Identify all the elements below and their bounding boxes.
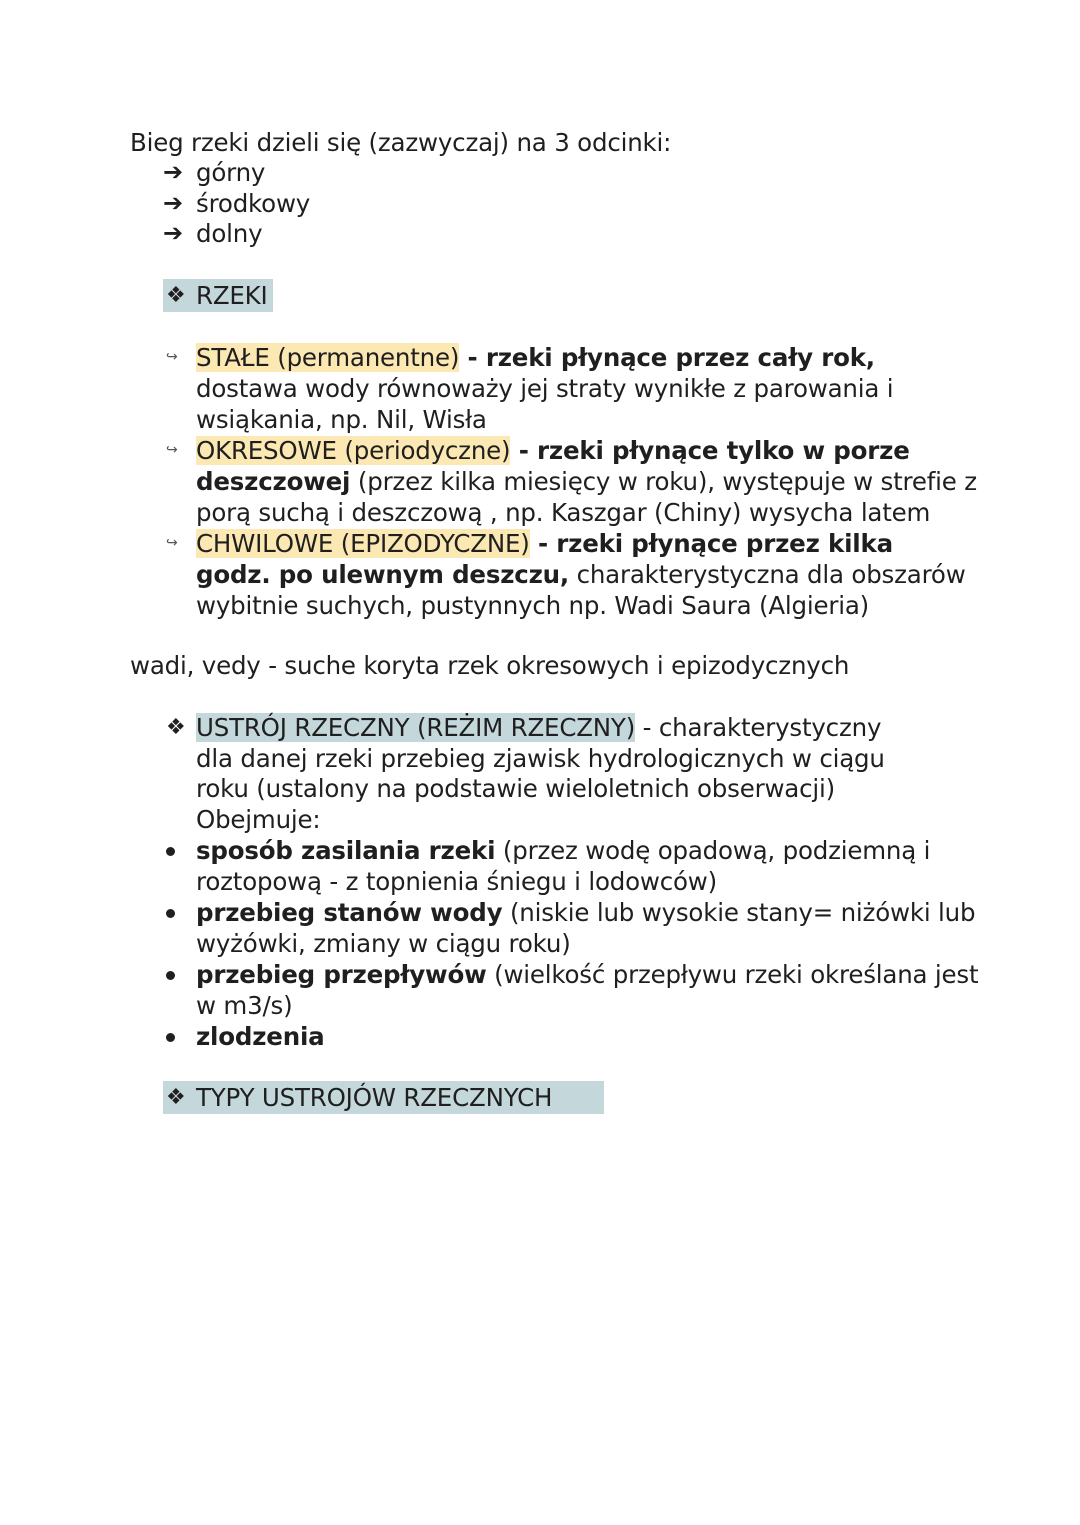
return-arrow-icon: ↪ <box>166 349 178 365</box>
bold-phrase: deszczowej <box>196 467 351 496</box>
diamond-icon: ❖ <box>166 1085 186 1110</box>
term-highlight: USTRÓJ RZECZNY (REŻIM RZECZNY) <box>196 713 636 742</box>
list-item-continued: roztopową - z topnienia śniegu i lodowców) <box>196 867 717 896</box>
diamond-icon: ❖ <box>166 283 186 308</box>
list-item <box>196 897 975 928</box>
bold-phrase: przebieg stanów wody <box>196 898 503 927</box>
term-definition: - rzeki płynące przez cały rok, <box>459 343 875 372</box>
return-arrow-icon: ↪ <box>166 442 178 458</box>
term-highlight: CHWILOWE (EPIZODYCZNE) <box>196 529 530 558</box>
river-type-periodic <box>196 435 910 466</box>
list-item: dolny <box>196 219 263 248</box>
bold-phrase: godz. po ulewnym deszczu, <box>196 560 569 589</box>
bold-phrase: zlodzenia <box>196 1022 325 1051</box>
definition-line: Obejmuje: <box>196 805 321 834</box>
list-item: środkowy <box>196 189 311 218</box>
definition-line: wsiąkania, np. Nil, Wisła <box>196 405 487 434</box>
intro-text: Bieg rzeki dzieli się (zazwyczaj) na 3 odcinki: <box>130 128 672 157</box>
plain-phrase: (przez kilka miesięcy w roku), występuje w strefie z <box>350 467 977 496</box>
term-definition: - rzeki płynące tylko w porze <box>510 436 910 465</box>
definition-line: dla danej rzeki przebieg zjawisk hydrologicznych w ciągu <box>196 744 885 773</box>
definition-line <box>196 559 966 590</box>
term-highlight: STAŁE (permanentne) <box>196 343 460 372</box>
return-arrow-icon: ↪ <box>166 535 178 551</box>
bullet-dot <box>166 1033 175 1042</box>
list-item <box>196 835 930 866</box>
wadi-note: wadi, vedy - suche koryta rzek okresowych i epizodycznych <box>130 651 850 680</box>
list-item-continued: wyżówki, zmiany w ciągu roku) <box>196 929 571 958</box>
heading-ustroj <box>196 712 881 743</box>
definition-line <box>196 466 977 497</box>
term-definition: - rzeki płynące przez kilka <box>529 529 893 558</box>
definition-line: dostawa wody równoważy jej straty wynikłe z parowania i <box>196 374 894 403</box>
list-item <box>196 959 978 990</box>
bullet-dot <box>166 909 175 918</box>
arrow-icon: ➔ <box>163 219 184 247</box>
heading-typy: TYPY USTROJÓW RZECZNYCH <box>196 1083 553 1112</box>
bold-phrase: sposób zasilania rzeki <box>196 836 496 865</box>
plain-phrase: (niskie lub wysokie stany= niżówki lub <box>502 898 976 927</box>
bullet-dot <box>166 971 175 980</box>
arrow-icon: ➔ <box>163 158 184 186</box>
bullet-dot <box>166 847 175 856</box>
definition-line: porą suchą i deszczową , np. Kaszgar (Chiny) wysycha latem <box>196 498 931 527</box>
river-type-episodic <box>196 528 893 559</box>
term-highlight: OKRESOWE (periodyczne) <box>196 436 511 465</box>
arrow-icon: ➔ <box>163 189 184 217</box>
plain-phrase: (wielkość przepływu rzeki określana jest <box>486 960 979 989</box>
heading-rzeki: RZEKI <box>196 281 268 310</box>
list-item-continued: w m3/s) <box>196 991 293 1020</box>
list-item: górny <box>196 158 266 187</box>
river-type-permanent <box>196 342 875 373</box>
definition-line: wybitnie suchych, pustynnych np. Wadi Saura (Algieria) <box>196 591 869 620</box>
plain-phrase: (przez wodę opadową, podziemną i <box>495 836 931 865</box>
list-item <box>196 1021 324 1052</box>
diamond-icon: ❖ <box>166 715 186 740</box>
bold-phrase: przebieg przepływów <box>196 960 487 989</box>
term-definition: - charakterystyczny <box>635 713 882 742</box>
definition-line: roku (ustalony na podstawie wieloletnich obserwacji) <box>196 774 835 803</box>
plain-phrase: charakterystyczna dla obszarów <box>569 560 966 589</box>
